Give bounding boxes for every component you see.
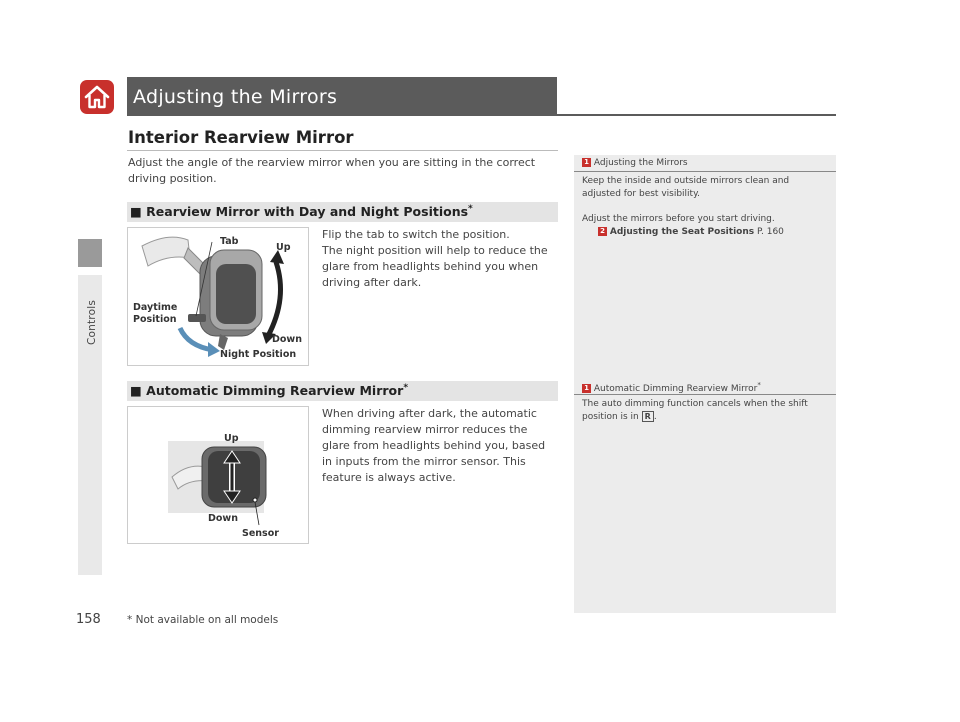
label-up: Up xyxy=(224,433,239,444)
note-mirrors-body1: Keep the inside and outside mirrors clean and adjusted for best visibility. xyxy=(582,176,790,199)
note-marker-icon: 1 xyxy=(582,384,591,393)
note-mirrors-body xyxy=(582,175,822,239)
footnote: * Not available on all models xyxy=(127,614,279,626)
title-rule xyxy=(127,114,836,116)
label-night-position: Night Position xyxy=(220,349,297,360)
label-down: Down xyxy=(208,513,238,524)
sidebar-tab-marker xyxy=(78,239,102,267)
note-auto-dim-end: . xyxy=(653,412,657,422)
cross-reference-icon: 2 xyxy=(598,227,607,236)
section-rule xyxy=(127,150,558,151)
section-title: Interior Rearview Mirror xyxy=(128,128,354,147)
house-icon xyxy=(80,80,114,114)
subheading-star: * xyxy=(468,204,473,214)
day-night-text xyxy=(322,227,560,291)
note-mirrors-title-text: Adjusting the Mirrors xyxy=(593,158,688,168)
subheading-auto-dim xyxy=(130,383,408,398)
note-auto-dim-rule xyxy=(574,394,836,395)
note-auto-dim-body xyxy=(582,398,814,424)
subheading-bullet: ■ xyxy=(130,383,142,399)
note-auto-dim-title xyxy=(582,381,761,394)
page-number: 158 xyxy=(76,612,101,627)
shift-r-key-icon: R xyxy=(642,411,654,422)
day-night-mirror-figure xyxy=(127,227,309,366)
label-tab: Tab xyxy=(220,236,239,247)
note-mirrors-rule xyxy=(574,171,836,172)
subheading-day-night xyxy=(130,204,473,219)
xref-title: Adjusting the Seat Positions xyxy=(609,227,755,237)
sidebar-section-label: Controls xyxy=(86,300,98,346)
subheading-text: Automatic Dimming Rearview Mirror xyxy=(146,383,404,399)
day-night-line1: Flip the tab to switch the position. xyxy=(322,228,510,241)
subheading-bullet: ■ xyxy=(130,204,142,220)
subheading-text: Rearview Mirror with Day and Night Positions xyxy=(146,204,469,220)
auto-dim-mirror-figure xyxy=(127,406,309,544)
home-icon[interactable] xyxy=(80,80,114,114)
note-marker-icon: 1 xyxy=(582,158,591,167)
note-auto-dim-text: The auto dimming function cancels when the shift position is in xyxy=(582,399,808,422)
subheading-star: * xyxy=(403,383,409,393)
label-up: Up xyxy=(276,242,291,253)
page-title: Adjusting the Mirrors xyxy=(133,86,338,108)
label-position: Position xyxy=(133,314,177,325)
note-mirrors-body2: Adjust the mirrors before you start driving. xyxy=(582,214,775,224)
xref-page: P. 160 xyxy=(756,227,784,237)
note-mirrors-xref[interactable] xyxy=(582,226,822,239)
label-daytime: Daytime xyxy=(133,302,178,313)
label-down: Down xyxy=(272,334,302,345)
section-intro: Adjust the angle of the rearview mirror when you are sitting in the correct driving position. xyxy=(128,156,536,185)
auto-dim-text: When driving after dark, the automatic dimming rearview mirror reduces the glare from headlights behind you, based in inputs from the mirror sensor. This feature is always active. xyxy=(322,407,546,484)
note-auto-dim-star: * xyxy=(757,381,761,389)
note-mirrors-title xyxy=(582,158,688,168)
day-night-line2: The night position will help to reduce the glare from headlights behind you when driving after dark. xyxy=(322,244,548,289)
label-sensor: Sensor xyxy=(242,528,279,539)
note-auto-dim-title-text: Automatic Dimming Rearview Mirror xyxy=(593,384,758,394)
